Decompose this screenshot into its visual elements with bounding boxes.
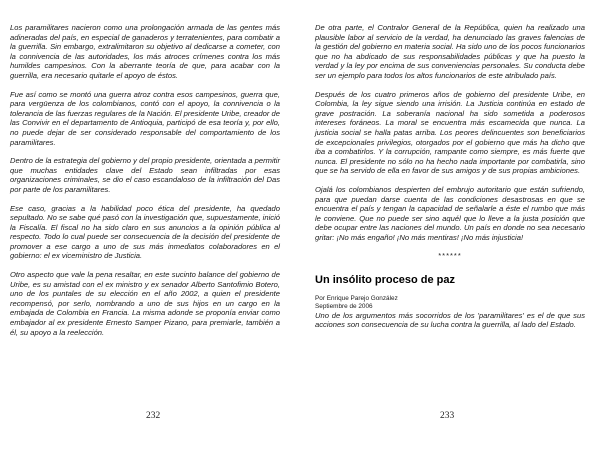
byline-author: Por Enrique Parejo González <box>315 295 398 303</box>
paragraph: Ese caso, gracias a la habilidad poco ética del presidente, ha quedado sepultado. No se sabe qué pasó con la investigación que, supuestamente, inició la Fiscalía. El fiscal no ha sido claro en sus anuncios a la opinión pública al respecto. Todo lo cual puede ser consecuencia de la decisión del presidente de promover a ese cargo a uno de sus más inmediatos colaboradores en el gobierno: el ex viceministro de Justicia. <box>10 203 280 261</box>
left-page <box>10 23 280 443</box>
byline-date: Septiembre de 2006 <box>315 303 373 311</box>
paragraph: De otra parte, el Contralor General de la República, quien ha realizado una plausible labor al servicio de la verdad, ha denunciado las graves falencias de la gestión del gobierno en materia social. Ha sido uno de los pocos funcionarios que no ha abdicado de sus responsabilidades públicas y que ha puesto la verdad y la ley por encima de sus conveniencias personales. Su conducta debe ser un ejemplo para todos los altos funcionarios de este atribulado país. <box>315 23 585 80</box>
page-number-right: 233 <box>440 411 455 421</box>
section-separator: ****** <box>438 251 462 261</box>
page-number-left: 232 <box>146 411 161 421</box>
section-title: Un insólito proceso de paz <box>315 274 455 287</box>
paragraph: Fue así como se montó una guerra atroz contra esos campesinos, guerra que, para vergüenza de los colombianos, contó con el apoyo, la connivencia o la tolerancia de las fuerzas regulares de la Nación. El presidente Uribe, creador de las Convivir en el departamento de Antioquia, participó de esa teoría y, por ello, no puede dejar de ser considerado responsable del comportamiento de los paramilitares. <box>10 89 280 147</box>
right-page <box>315 23 585 443</box>
paragraph: Ojalá los colombianos despierten del embrujo autoritario que están sufriendo, para que puedan darse cuenta de las condiciones desastrosas en que se encuentra el país y tengan la capacidad de señalarle a éste el rumbo que más le conviene. Que no puede ser sino aquél que lo lleve a la justa posición que debe ocupar entre las naciones del mundo. Un país en donde no sea necesario gritar: ¡No más engaño! ¡No más mentiras! ¡No más injusticia! <box>315 184 585 242</box>
paragraph: Dentro de la estrategia del gobierno y del propio presidente, orientada a permitir que muchas entidades clave del Estado sean infiltradas por esas organizaciones criminales, se dio el caso escandaloso de la infiltración del Das por parte de los paramilitares. <box>10 156 280 194</box>
paragraph: Los paramilitares nacieron como una prolongación armada de las gentes más adineradas del país, en especial de ganaderos y terratenientes, para combatir a la guerrilla. Sin embargo, extralimitaron su objetivo al dedicarse a cometer, con la connivencia de las autoridades, los más atroces crímenes contra los más humildes campesinos. Con la aberrante teoría de que, para acabar con la guerrilla, era necesario quitarle el apoyo de éstos. <box>10 23 280 80</box>
paragraph: Otro aspecto que vale la pena resaltar, en este sucinto balance del gobierno de Uribe, es su amistad con el ex ministro y ex senador Alberto Santofimio Botero, uno de los puntales de su elección en el año 2002, a quien el presidente recompensó, por serlo, nombrando a uno de sus hijos en un cargo en la embajada de Colombia en Francia. La misma adonde se proponía enviar como embajador al ex presidente Ernesto Samper Pizano, para premiarle, también a él, su apoyo a la reelección. <box>10 270 280 337</box>
paragraph: Uno de los argumentos más socorridos de los 'paramilitares' es el de que sus acciones son consecuencia de su lucha contra la guerrilla, al lado del Estado. <box>315 310 585 330</box>
paragraph: Después de los cuatro primeros años de gobierno del presidente Uribe, en Colombia, la ley sigue siendo una irrisión. La Justicia continúa en estado de grave postración. La soberanía nacional ha sido sometida a poderosos intereses foráneos. La moral se encuentra más escamecida que nunca. La justicia social se halla patas arriba. Los peores delincuentes son beneficiarios de excepcionales privilegios, otorgados por el gobierno que más ha dicho que iba a combatirlos. Y la corrupción, rampante como siempre, es más fuerte que nunca. El presidente no sólo no ha hecho nada importante por combatirla, sino que se ha servido de ella en favor de sus amigos y de sus propias ambiciones. <box>315 89 585 176</box>
